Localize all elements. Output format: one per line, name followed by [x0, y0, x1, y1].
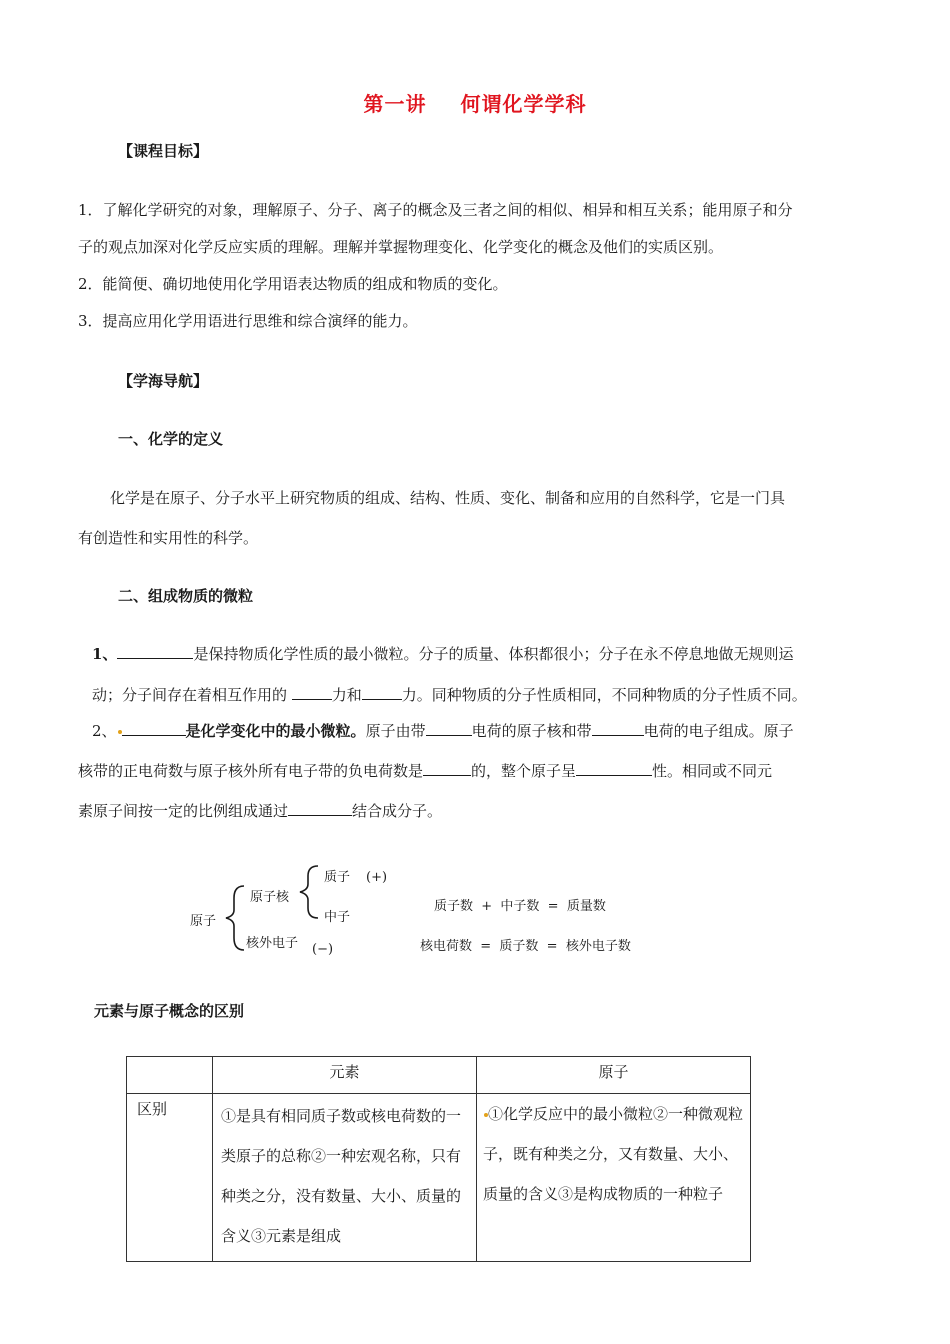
page-title — [0, 88, 950, 117]
paragraph-1-number: 1、 — [92, 645, 118, 663]
paragraph-2-text-c: 电荷的电子组成。原子 — [643, 722, 794, 740]
blank-molecule — [117, 644, 193, 659]
comparison-table — [126, 1056, 751, 1262]
blank-neutral — [576, 761, 652, 776]
blank-bond — [288, 801, 352, 816]
table-corner-cell — [127, 1057, 213, 1094]
inner-brace — [300, 866, 318, 918]
blank-negative-charge — [592, 721, 644, 736]
label-outer-electron: 核外电子 — [246, 936, 299, 951]
element-description: ①是具有相同质子数或核电荷数的一类原子的总称②一种宏观名称，只有种类之分，没有数量、大小、质量的含义③元素是组成 — [221, 1107, 462, 1245]
paragraph-1-text-d: 力。同种物质的分子性质相同，不同种物质的分子性质不同。 — [401, 686, 807, 704]
paragraph-1-text-c: 力和 — [331, 686, 362, 704]
label-atom: 原子 — [190, 914, 217, 929]
formula-charge: 核电荷数 = 质子数 = 核外电子数 — [420, 939, 631, 954]
particle-paragraph-2-line-1 — [92, 713, 794, 749]
blank-force-1 — [292, 685, 332, 700]
paragraph-2-text-a: 原子由带 — [365, 722, 426, 740]
course-goals-heading: 【课程目标】 — [118, 142, 209, 160]
paragraph-2-text-b: 电荷的原子核和带 — [471, 722, 592, 740]
section-1-heading: 一、化学的定义 — [118, 430, 224, 448]
label-positive: (+) — [366, 870, 388, 885]
atom-description-cell — [477, 1094, 751, 1262]
outer-brace — [226, 886, 244, 950]
atom-description — [483, 1094, 744, 1214]
formula-mass-number: 质子数 + 中子数 = 质量数 — [434, 899, 606, 914]
paragraph-1-text-b: 动；分子间存在着相互作用的 — [92, 686, 292, 704]
section-2-heading: 二、组成物质的微粒 — [118, 587, 254, 605]
element-description-cell — [213, 1094, 477, 1262]
chemistry-definition-line-1: 化学是在原子、分子水平上研究物质的组成、结构、性质、变化、制备和应用的自然科学，它是一门具 — [110, 489, 786, 507]
particle-paragraph-1-line-2 — [92, 677, 807, 713]
label-proton: 质子 — [324, 870, 351, 885]
goal-1-line-1: 1．了解化学研究的对象，理解原子、分子、离子的概念及三者之间的相似、相异和相互关系；能用原子和分 — [78, 201, 793, 219]
label-negative: (−) — [312, 942, 334, 957]
paragraph-2-text-f: 性。相同或不同元 — [652, 762, 773, 780]
particle-paragraph-1-line-1 — [92, 636, 793, 672]
blank-positive-charge — [426, 721, 472, 736]
paragraph-2-text-d: 核带的正电荷数与原子核外所有电子带的负电荷数是 — [78, 762, 424, 780]
paragraph-2-text-g: 素原子间按一定的比例组成通过 — [78, 802, 289, 820]
goal-1-line-2: 子的观点加深对化学反应实质的理解。理解并掌握物理变化、化学变化的概念及他们的实质区别。 — [78, 238, 724, 256]
label-nucleus: 原子核 — [250, 890, 290, 905]
paragraph-2-number: 2、 — [92, 722, 117, 740]
blank-atom — [122, 721, 186, 736]
label-neutron: 中子 — [324, 910, 351, 925]
goal-2: 2．能简便、确切地使用化学用语表达物质的组成和物质的变化。 — [78, 275, 508, 293]
paragraph-2-text-h: 结合成分子。 — [352, 802, 443, 820]
atom-description-text: ①化学反应中的最小微粒②一种微观粒子，既有种类之分，又有数量、大小、质量的含义③是构成物质的一种粒子 — [483, 1105, 744, 1203]
particle-paragraph-2-line-3 — [78, 793, 442, 829]
title-subject: 何谓化学学科 — [460, 92, 587, 116]
header-atom: 原子 — [477, 1057, 751, 1094]
row-label-difference: 区别 — [127, 1094, 213, 1262]
chemistry-definition-line-2: 有创造性和实用性的科学。 — [78, 529, 259, 547]
paragraph-2-bold: 是化学变化中的最小微粒。 — [185, 722, 366, 740]
particle-paragraph-2-line-2 — [78, 753, 772, 789]
table-row — [127, 1094, 751, 1262]
blank-force-2 — [362, 685, 402, 700]
paragraph-1-text-a: 是保持物质化学性质的最小微粒。分子的质量、体积都很小；分子在永不停息地做无规则运 — [193, 645, 794, 663]
comparison-heading: 元素与原子概念的区别 — [94, 1002, 245, 1020]
paragraph-2-text-e: 的，整个原子呈 — [471, 762, 577, 780]
title-lecture: 第一讲 — [363, 92, 427, 116]
navigation-heading: 【学海导航】 — [118, 372, 209, 390]
header-element: 元素 — [213, 1057, 477, 1094]
table-header-row — [127, 1057, 751, 1094]
blank-equal — [423, 761, 471, 776]
goal-3: 3．提高应用化学用语进行思维和综合演绎的能力。 — [78, 312, 418, 330]
